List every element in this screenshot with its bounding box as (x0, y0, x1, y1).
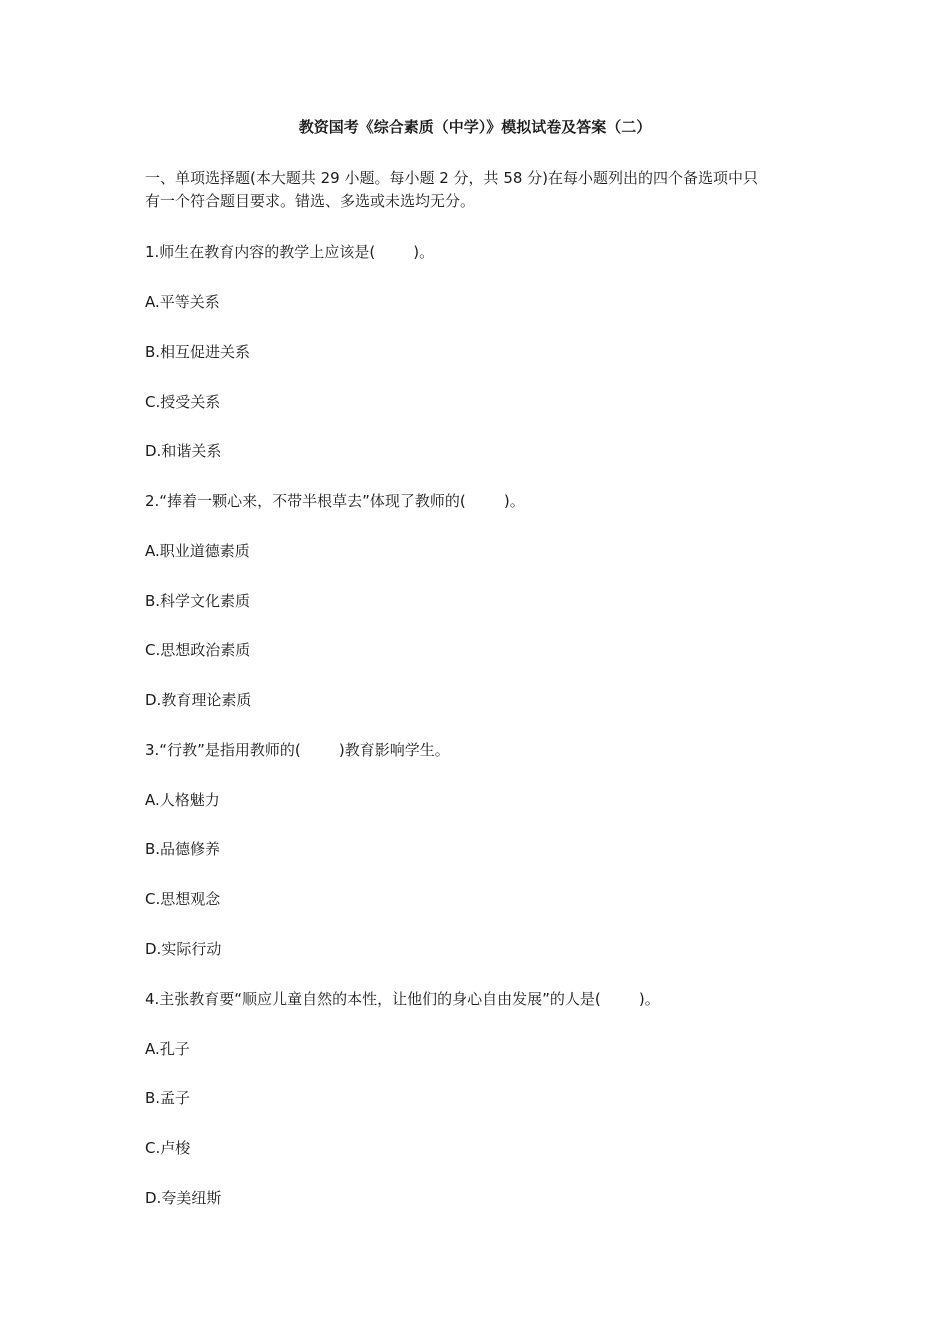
section-intro-line-2: 有一个符合题目要求。错选、多选或未选均无分。 (145, 192, 476, 210)
question-1-option-d: D.和谐关系 (145, 442, 222, 460)
question-2-option-d: D.教育理论素质 (145, 691, 252, 709)
question-1-stem: 1.师生在教育内容的教学上应该是( )。 (145, 243, 435, 261)
document-title: 教资国考《综合素质（中学）》模拟试卷及答案（二） (298, 118, 652, 136)
question-4-option-a: A.孔子 (145, 1040, 190, 1058)
question-4-stem: 4.主张教育要“顺应儿童自然的本性，让他们的身心自由发展”的人是( )。 (145, 990, 660, 1008)
question-2-option-c: C.思想政治素质 (145, 641, 251, 659)
question-2-option-a: A.职业道德素质 (145, 542, 250, 560)
question-4-option-b: B.孟子 (145, 1089, 191, 1107)
question-1-option-b: B.相互促进关系 (145, 343, 251, 361)
question-3-stem: 3.“行教”是指用教师的( )教育影响学生。 (145, 741, 450, 759)
question-1-option-a: A.平等关系 (145, 293, 220, 311)
question-4-option-d: D.夸美纽斯 (145, 1189, 222, 1207)
question-3-option-a: A.人格魅力 (145, 791, 220, 809)
question-4-option-c: C.卢梭 (145, 1139, 191, 1157)
question-1-option-c: C.授受关系 (145, 393, 221, 411)
question-2-stem: 2.“捧着一颗心来，不带半根草去”体现了教师的( )。 (145, 492, 525, 510)
section-intro-line-1: 一、单项选择题(本大题共 29 小题。每小题 2 分，共 58 分)在每小题列出的四个备选项中只 (145, 169, 759, 187)
section-intro (145, 167, 810, 213)
question-3-option-d: D.实际行动 (145, 940, 222, 958)
question-3-option-c: C.思想观念 (145, 890, 221, 908)
question-2-option-b: B.科学文化素质 (145, 592, 251, 610)
question-3-option-b: B.品德修养 (145, 840, 221, 858)
